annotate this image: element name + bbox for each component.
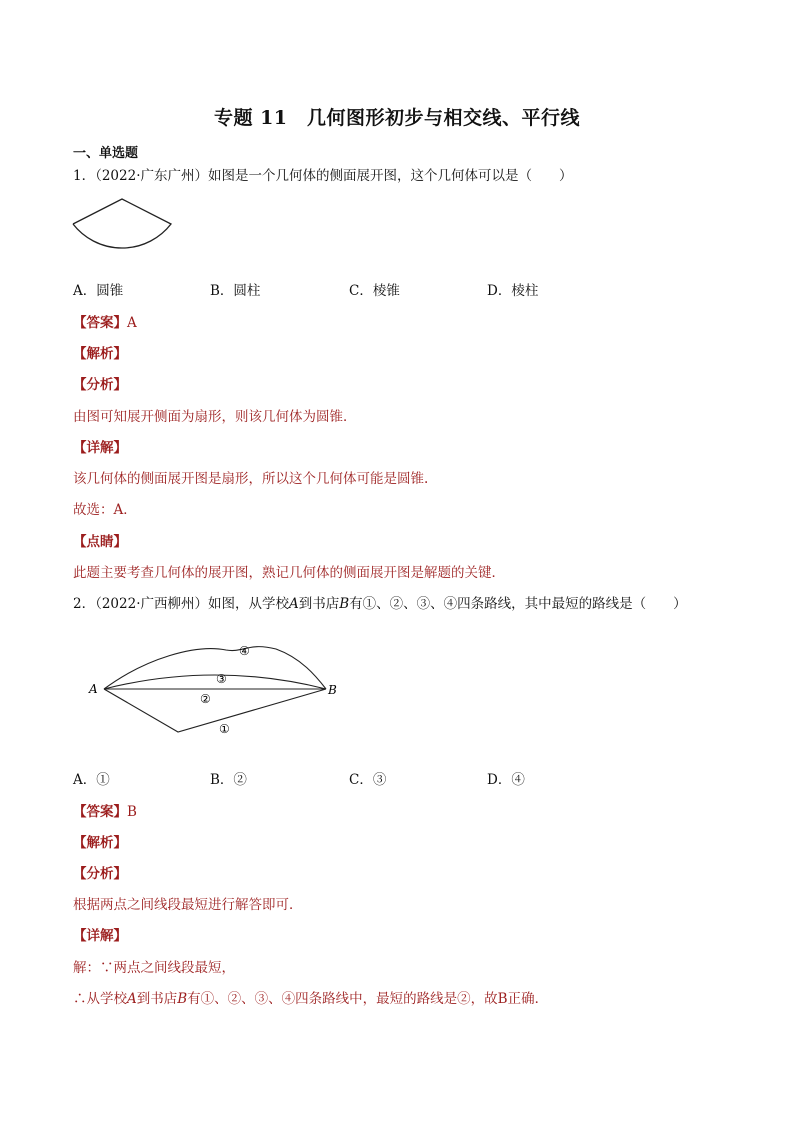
q1-stem: 1．（2022·广东广州）如图是一个几何体的侧面展开图，这个几何体可以是（ ） xyxy=(73,168,573,184)
routes-figure xyxy=(86,636,346,738)
q2-line2-point-b: B xyxy=(177,991,188,1007)
q1-xiangjie-tag: 【详解】 xyxy=(73,440,127,456)
route-3-label: ③ xyxy=(216,672,227,686)
point-a-label: A xyxy=(89,682,98,696)
route-4-path xyxy=(104,647,326,689)
q2-stem-part1: 2．（2022·广西柳州）如图，从学校 xyxy=(73,596,289,612)
q2-line2-part1: ∴从学校 xyxy=(73,991,127,1007)
q2-option-d: D．④ xyxy=(487,772,525,788)
q2-line2-point-a: A xyxy=(127,991,137,1007)
answer-value: B xyxy=(127,804,137,820)
q1-option-c: C．棱锥 xyxy=(349,283,400,299)
route-2-label: ② xyxy=(200,692,211,706)
sector-figure xyxy=(70,196,176,260)
route-1-label: ① xyxy=(219,722,230,736)
q2-fenxi-text: 根据两点之间线段最短进行解答即可． xyxy=(73,897,303,913)
q1-xiangjie-text: 该几何体的侧面展开图是扇形，所以这个几何体可能是圆锥. xyxy=(73,471,429,487)
q2-stem xyxy=(73,592,687,612)
q2-solution-line1: 解：∵两点之间线段最短， xyxy=(73,960,235,976)
page-title: 专题 11 几何图形初步与相交线、平行线 xyxy=(213,107,581,129)
q2-solution-line2 xyxy=(73,987,548,1007)
answer-tag: 【答案】 xyxy=(73,315,127,331)
q2-option-c: C．③ xyxy=(349,772,387,788)
q2-answer xyxy=(73,800,137,820)
answer-tag: 【答案】 xyxy=(73,804,127,820)
q2-stem-part2: 到书店 xyxy=(298,596,340,612)
q1-choice-text: 故选：A． xyxy=(73,502,137,518)
q1-option-d: D．棱柱 xyxy=(487,283,539,299)
q1-option-b: B．圆柱 xyxy=(210,283,261,299)
q1-answer xyxy=(73,311,137,331)
route-4-label: ④ xyxy=(239,644,250,658)
q2-xiangjie-tag: 【详解】 xyxy=(73,928,127,944)
q2-stem-part3: 有①、②、③、④四条路线，其中最短的路线是（ ） xyxy=(349,596,687,612)
q1-jiexi-tag: 【解析】 xyxy=(73,346,127,362)
section-heading: 一、单选题 xyxy=(73,146,139,161)
sector-shape xyxy=(73,199,171,248)
q2-option-b: B．② xyxy=(210,772,247,788)
route-3-path xyxy=(104,675,326,689)
q1-dianjing-tag: 【点睛】 xyxy=(73,534,127,550)
point-b-label: B xyxy=(328,683,337,697)
q2-line2-part2: 到书店 xyxy=(136,991,178,1007)
route-1-path xyxy=(104,689,326,732)
q2-line2-part3: 有①、②、③、④四条路线中，最短的路线是②，故B正确． xyxy=(187,991,549,1007)
q1-option-a: A．圆锥 xyxy=(73,283,124,299)
q1-fenxi-tag: 【分析】 xyxy=(73,377,127,393)
q2-stem-point-b: B xyxy=(339,596,350,612)
q1-dianjing-text: 此题主要考查几何体的展开图，熟记几何体的侧面展开图是解题的关键． xyxy=(73,565,505,581)
q2-fenxi-tag: 【分析】 xyxy=(73,866,127,882)
q2-stem-point-a: A xyxy=(289,596,299,612)
q1-fenxi-text: 由图可知展开侧面为扇形，则该几何体为圆锥． xyxy=(73,409,357,425)
q2-option-a: A．① xyxy=(73,772,110,788)
q2-jiexi-tag: 【解析】 xyxy=(73,835,127,851)
answer-value: A xyxy=(127,315,137,331)
